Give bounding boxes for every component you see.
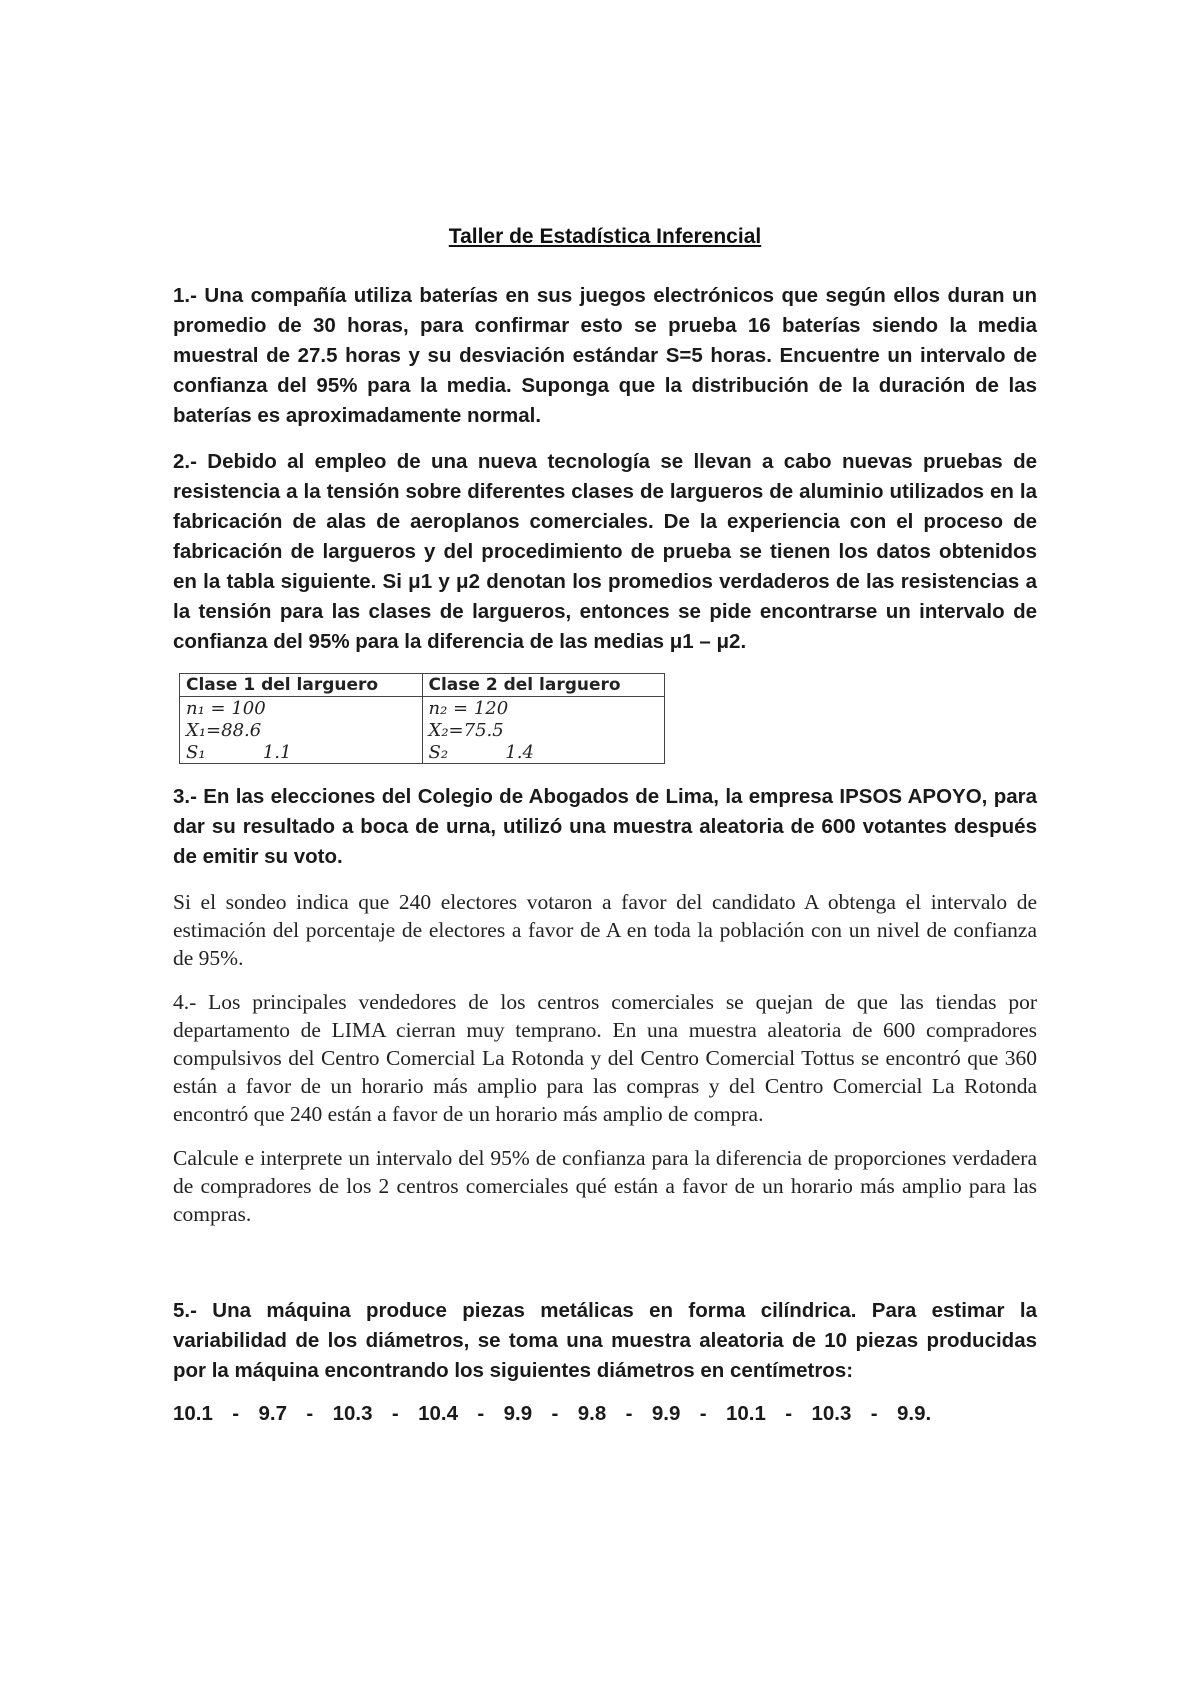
table-cell: X₁=88.6 xyxy=(180,719,423,741)
document-content xyxy=(173,225,1037,1426)
problem-3-intro: 3.- En las elecciones del Colegio de Abogados de Lima, la empresa IPSOS APOYO, para dar su resultado a boca de urna, utilizó una muestra aleatoria de 600 votantes después de emitir su voto. xyxy=(173,785,1037,868)
table-cell: n₁ = 100 xyxy=(180,697,423,720)
table-cell: n₂ = 120 xyxy=(422,697,665,720)
table-cell: S₂ 1.4 xyxy=(422,741,665,764)
problem-1: 1.- Una compañía utiliza baterías en sus juegos electrónicos que según ellos duran un promedio de 30 horas, para confirmar esto se prueba 16 baterías siendo la media muestral de 27.5 horas y su desviación estándar S=5 horas. Encuentre un intervalo de confianza del 95% para la media. Suponga que la distribución de la duración de las baterías es aproximadamente normal. xyxy=(173,284,1037,427)
table-header-clase-2: Clase 2 del larguero xyxy=(422,674,665,697)
problem-4-question: Calcule e interprete un intervalo del 95% de confianza para la diferencia de proporciones verdadera de compradores de los 2 centros comerciales qué están a favor de un horario más amplio para las compras. xyxy=(173,1146,1037,1226)
table-header-clase-1: Clase 1 del larguero xyxy=(180,674,423,697)
document-title: Taller de Estadística Inferencial xyxy=(448,225,762,248)
table-header-row xyxy=(180,674,665,697)
larguero-data-table xyxy=(179,673,665,764)
section-spacer xyxy=(173,1244,1037,1296)
problem-5: 5.- Una máquina produce piezas metálicas en forma cilíndrica. Para estimar la variabilidad de los diámetros, se toma una muestra aleatoria de 10 piezas producidas por la máquina encontrando los siguientes diámetros en centímetros: xyxy=(173,1299,1037,1382)
problem-5-diameters: 10.1 - 9.7 - 10.3 - 10.4 - 9.9 - 9.8 - 9.9 - 10.1 - 10.3 - 9.9. xyxy=(173,1402,932,1425)
problem-2: 2.- Debido al empleo de una nueva tecnología se llevan a cabo nuevas pruebas de resistencia a la tensión sobre diferentes clases de largueros de aluminio utilizados en la fabricación de alas de aeroplanos comerciales. De la experiencia con el proceso de fabricación de largueros y del procedimiento de prueba se tienen los datos obtenidos en la tabla siguiente. Si μ1 y μ2 denotan los promedios verdaderos de las resistencias a la tensión para las clases de largueros, entonces se pide encontrarse un intervalo de confianza del 95% para la diferencia de las medias μ1 – μ2. xyxy=(173,450,1037,653)
table-row xyxy=(180,719,665,741)
table-cell: S₁ 1.1 xyxy=(180,741,423,764)
table-row xyxy=(180,697,665,720)
problem-3-question: Si el sondeo indica que 240 electores votaron a favor del candidato A obtenga el intervalo de estimación del porcentaje de electores a favor de A en toda la población con un nivel de confianza de 95%. xyxy=(173,890,1037,970)
table-cell: X₂=75.5 xyxy=(422,719,665,741)
problem-4-intro: 4.- Los principales vendedores de los centros comerciales se quejan de que las tiendas por departamento de LIMA cierran muy temprano. En una muestra aleatoria de 600 compradores compulsivos del Centro Comercial La Rotonda y del Centro Comercial Tottus se encontró que 360 están a favor de un horario más amplio para las compras y del Centro Comercial La Rotonda encontró que 240 están a favor de un horario más amplio de compra. xyxy=(173,990,1037,1126)
table-row xyxy=(180,741,665,764)
